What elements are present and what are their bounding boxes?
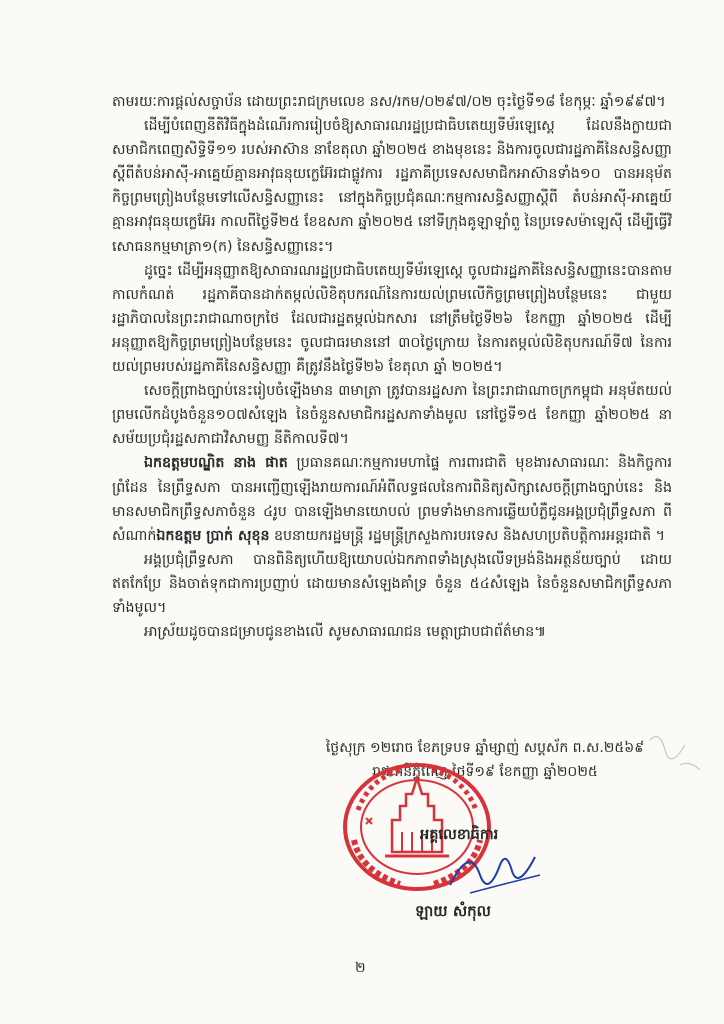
gregorian-date: រាជធានីភ្នំពេញ ថ្ងៃទី១៩ ខែកញ្ញា ឆ្នាំ២០២៥ [372, 764, 598, 780]
minister-name: ឯកឧត្តម ប្រាក់ សុខុន [156, 527, 270, 544]
paragraph-5 [112, 451, 672, 547]
paragraph-5-end: ឧបនាយករដ្ឋមន្ត្រី រដ្ឋមន្ត្រីក្រសួងការបរទេស និងសហប្រតិបត្តិការអន្តរជាតិ ។ [269, 527, 666, 544]
paragraph-4: សេចក្ដីព្រាងច្បាប់នេះរៀបចំឡើងមាន ៣មាត្រា ត្រូវបានរដ្ឋសភា នៃព្រះរាជាណាចក្រកម្ពុជា អនុម័តយល់ព្រមលើកដំបូងចំនួន១០៧សំឡេង នៃចំនួនសមាជិករដ្ឋសភាទាំងមូល នៅថ្ងៃទី១៥ ខែកញ្ញា ឆ្នាំ២០២៥ នាសម័យប្រជុំរដ្ឋសភាជាវិសាមញ្ញ នីតិកាលទី៧។ [112, 383, 672, 448]
speaker-name: ឯកឧត្តមបណ្ឌិត នាង ផាត [144, 455, 288, 472]
page-number: ២ [355, 960, 366, 976]
paragraph-7: អាស្រ័យដូចបានជម្រាបជូនខាងលើ សូមសាធារណជន មេត្តាជ្រាបជាព័ត៌មាន៕ [144, 624, 547, 641]
paragraph-3: ដូច្នេះ ដើម្បីអនុញ្ញាតឱ្យសាធារណរដ្ឋប្រជាធិបតេយ្យទីម័រឡេស្ដេ ចូលជារដ្ឋភាគីនៃសន្ធិសញ្ញានេះបានតាមកាលកំណត់ រដ្ឋភាគីបានដាក់តម្កល់លិខិតុបករណ៍នៃការយល់ព្រមលើកិច្ចព្រមព្រៀងបន្ថែមនេះ ជាមួយរដ្ឋាភិបាលនៃព្រះរាជាណាចក្រថៃ ដែលជារដ្ឋតម្កល់ឯកសារ នៅត្រឹមថ្ងៃទី២៦ ខែកញ្ញា ឆ្នាំ២០២៥ ដើម្បីអនុញ្ញាតឱ្យកិច្ចព្រមព្រៀងបន្ថែមនេះ ចូលជាធរមាននៅ ៣០ថ្ងៃក្រោយ នៃការតម្កល់លិខិតុបករណ៍ទី៧ នៃការយល់ព្រមរបស់រដ្ឋភាគីនៃសន្ធិសញ្ញា គឺត្រូវនឹងថ្ងៃទី២៦ ខែតុលា ឆ្នាំ ២០២៥។ [112, 262, 672, 376]
signer-name: ឡាយ សំកុល [415, 902, 491, 920]
paragraph-2: ដើម្បីបំពេញនីតិវិធីក្នុងដំណើរការរៀបចំឱ្យសាធារណរដ្ឋប្រជាធិបតេយ្យទីម័រឡេស្ដេ ដែលនឹងក្លាយជាសមាជិកពេញសិទ្ធិទី១១ របស់អាស៊ាន នាខែតុលា ឆ្នាំ២០២៥ ខាងមុខនេះ និងការចូលជារដ្ឋភាគីនៃសន្ធិសញ្ញាស្ដីពីតំបន់អាស៊ី-អាគ្នេយ៍គ្មានអាវុធនុយក្លេអ៊ែរជាផ្លូវការ រដ្ឋភាគីប្រទេសសមាជិកអាស៊ានទាំង១០ បានអនុម័តកិច្ចព្រមព្រៀងបន្ថែមទៅលើសន្ធិសញ្ញានេះ នៅក្នុងកិច្ចប្រជុំគណៈកម្មការសន្ធិសញ្ញាស្ដីពី តំបន់អាស៊ី-អាគ្នេយ៍គ្មានអាវុធនុយក្លេអ៊ែរ កាលពីថ្ងៃទី២៥ ខែឧសភា ឆ្នាំ២០២៥ នៅទីក្រុងគូឡាឡាំពួ នៃប្រទេសម៉ាឡេស៊ី ដើម្បីធ្វើវិសោធនកម្មមាត្រា១(ក) នៃសន្ធិសញ្ញានេះ។ [112, 118, 672, 255]
lunar-date: ថ្ងៃសុក្រ ១២រោច ខែភទ្របទ ឆ្នាំម្សាញ់ សប្តស័ក ព.ស.២៥៦៩ [325, 740, 645, 756]
paragraph-1: តាមរយៈការផ្ដល់សច្ចាប័ន ដោយព្រះរាជក្រមលេខ នស/រកម/០២៩៧/០២ ចុះថ្ងៃទី១៨ ខែកុម្ភៈ ឆ្នាំ១៩៩៧។ [112, 94, 666, 110]
document-body [112, 90, 672, 644]
signer-title: អគ្គលេខាធិការ [420, 827, 499, 843]
paragraph-5-text: ប្រធានគណៈកម្មការមហាផ្ទៃ ការពារជាតិ មុខងារសាធារណៈ និងកិច្ចការព្រំដែន នៃព្រឹទ្ធសភា បានអញ្ជើញឡើងរាយការណ៍អំពីលទ្ធផលនៃការពិនិត្យសិក្សាសេចក្ដីព្រាងច្បាប់នេះ និងមានសមាជិកព្រឹទ្ធសភាចំនួន ៤រូប បានឡើងមានយោបល់ ព្រមទាំងមានការឆ្លើយបំភ្លឺជូនអង្គប្រជុំព្រឹទ្ធសភា ពីសំណាក់ [112, 455, 672, 544]
paragraph-6: អង្គប្រជុំព្រឹទ្ធសភា បានពិនិត្យហើយឱ្យយោបល់ឯកភាពទាំងស្រុងលើទម្រង់និងអត្ថន័យច្បាប់ ដោយឥតកែប្រែ និងចាត់ទុកជាការប្រញាប់ ដោយមានសំឡេងគាំទ្រ ចំនួន ៥៤សំឡេង នៃចំនួនសមាជិកព្រឹទ្ធសភាទាំងមូល។ [112, 551, 672, 616]
faint-pencil-mark [640, 720, 710, 790]
